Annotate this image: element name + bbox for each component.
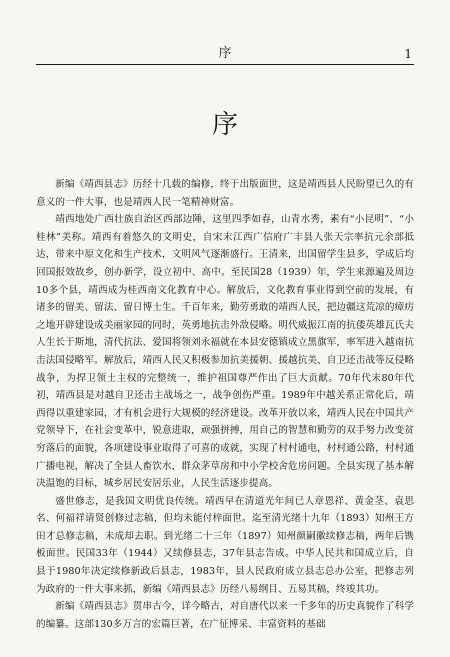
chapter-title: 序 [211, 110, 238, 140]
running-header [36, 44, 414, 65]
paragraph: 新编《靖西县志》贯串古今，详今略古，对自唐代以来一千多年的历史真貌作了科学的编纂。这部130多万言的宏篇巨著，在广征博采、丰富资料的基础 [36, 601, 414, 630]
paragraph: 新编《靖西县志》历经十几载的编修，终于出版面世，这是靖西县人民盼望已久的有意义的一件大事，也是靖西人民一笔精神财富。 [36, 179, 414, 208]
page-number: 1 [404, 47, 412, 61]
body-text [36, 176, 414, 633]
paragraph: 盛世修志，是我国文明优良传统。靖西早在清道光年间已人章恩祥、黄金茎、袁思名、何福祥请贤创修过志稿，但均未能付梓面世。迄至清光绪十九年（1893）知州王方田才总修志稿，未成却去职。到光绪二十三年（1897）知州颜嗣徽续修志稿，两年后镌板面世。民国33年（1944）又续修县志，37年县志告成。中华人民共和国成立后，自县于1980年决定续修新政后县志，1983年，县人民政府成立县志总办公室，把修志列为政府的一件大事来抓，新编《靖西县志》历经八易纲目、五易其稿，终竣其功。 [36, 495, 414, 595]
paragraph: 靖西地处广西壮族自治区西部边陲，这里四季如春，山青水秀，素有“小昆明”、“小桂林”美称。靖西有着悠久的文明史，自宋末江西广信府广丰县人张天宗率抗元余部抵达，带来中原文化和生产技术，文明风气逐渐盛行。王清来，出国留学生县多，学成后均回国报效故乡，创办新学，设立初中、高中。至民国28（1939）年，学生来源遍及周边10多个县，靖西成为桂西南文化教育中心。解放后，文化教育事业得到空前的发展，有诸多的留美、留法、留日博士生。千百年来，勤劳勇敢的靖西人民，把边疆这荒凉的瘴疠之地开辟建设成美丽家园的同时，英勇地抗击外敌侵略。明代威振江南的抗倭英雄瓦氏夫人生长于斯地，清代抗法、爱国将领刘永福就在本县安德镇成立黑旗军，率军进入越南抗击法国侵略军。解放后，靖西人民又积极参加抗美援朝、援越抗美、自卫还击战等反侵略战争，为捍卫领土主权的完整统一，维护祖国尊严作出了巨大贡献。70年代末80年代初，靖西县是对越自卫还击主战场之一，战争创伤严重。1989年中越关系正常化后，靖西得以重建家园，才有机会进行大规模的经济建设。改革开放以来，靖西人民在中国共产党领导下，在社会变革中，锐意进取，顽强拼搏，用自己的智慧和勤劳的双手努力改变贫穷落后的面貌，各项建设事业取得了可喜的成就，实现了村村通电，村村通公路，村村通广播电视，解决了全县人畜饮水，群众茅草房和中小学校舍危房问题。全县实现了基本解决温饱的目标，城乡居民安居乐业，人民生活逐步提高。 [36, 214, 414, 490]
running-title: 序 [218, 46, 232, 61]
